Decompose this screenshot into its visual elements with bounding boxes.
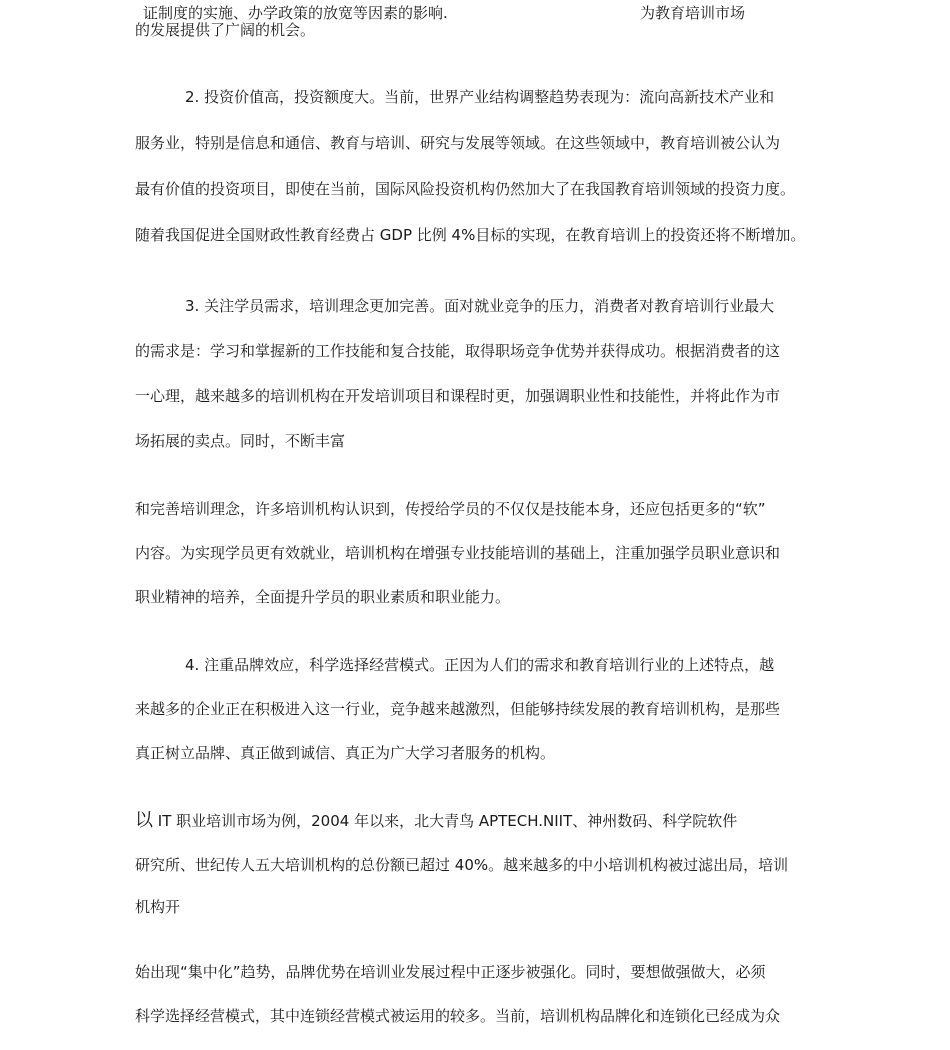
section2-line-2: 服务业，特别是信息和通信、教育与培训、研究与发展等领域。在这些领域中，教育培训被公认为: [135, 134, 781, 152]
section4-line-1: 4. 注重品牌效应，科学选择经营模式。正因为人们的需求和教育培训行业的上述特点，越: [185, 656, 775, 674]
section2-line-4: 随着我国促进全国财政性教育经费占 GDP 比例 4%目标的实现，在教育培训上的投资还将不断增加。: [135, 226, 806, 244]
section3-line-5: 和完善培训理念，许多培训机构认识到，传授给学员的不仅仅是技能本身，还应包括更多的“软”: [135, 500, 766, 518]
header-line-2: 的发展提供了广阔的机会。: [135, 21, 316, 39]
example-line-1-rest: IT 职业培训市场为例，2004 年以来，北大青鸟 APTECH.NIIT、神州数码、科学院软件: [153, 812, 738, 830]
example-line-2: 研究所、世纪传人五大培训机构的总份额已超过 40%。越来越多的中小培训机构被过滤出局，培训: [135, 856, 789, 874]
header-fragment-right: 为教育培训市场: [640, 4, 746, 22]
example-line-4: 始出现“集中化”趋势，品牌优势在培训业发展过程中正逐步被强化。同时，要想做强做大，必须: [135, 963, 766, 981]
section2-line-1: 2. 投资价值高，投资额度大。当前，世界产业结构调整趋势表现为：流向高新技术产业和: [185, 88, 775, 106]
example-line-5: 科学选择经营模式，其中连锁经营模式被运用的较多。当前，培训机构品牌化和连锁化已经成为众: [135, 1007, 781, 1025]
section3-line-3: 一心理，越来越多的培训机构在开发培训项目和课程时更，加强调职业性和技能性，并将此作为市: [135, 387, 781, 405]
section4-line-3: 真正树立品牌、真正做到诚信、真正为广大学习者服务的机构。: [135, 744, 556, 762]
example-line-3: 机构开: [135, 898, 181, 916]
section3-line-4: 场拓展的卖点。同时，不断丰富: [135, 432, 346, 450]
example-line-1: [135, 811, 737, 831]
header-fragment-left: 证制度的实施、办学政策的放宽等因素的影响.: [143, 4, 448, 22]
section3-line-2: 的需求是：学习和掌握新的工作技能和复合技能，取得职场竞争优势并获得成功。根据消费者的这: [135, 342, 781, 360]
section4-line-2: 来越多的企业正在积极进入这一行业，竞争越来越激烈，但能够持续发展的教育培训机构，是那些: [135, 700, 781, 718]
example-first-char: 以: [135, 810, 153, 831]
section3-line-6: 内容。为实现学员更有效就业，培训机构在增强专业技能培训的基础上，注重加强学员职业意识和: [135, 544, 781, 562]
section2-line-3: 最有价值的投资项目，即使在当前，国际风险投资机构仍然加大了在我国教育培训领域的投资力度。: [135, 180, 796, 198]
section3-line-1: 3. 关注学员需求，培训理念更加完善。面对就业竞争的压力，消费者对教育培训行业最大: [185, 297, 775, 315]
section3-line-7: 职业精神的培养，全面提升学员的职业素质和职业能力。: [135, 588, 511, 606]
